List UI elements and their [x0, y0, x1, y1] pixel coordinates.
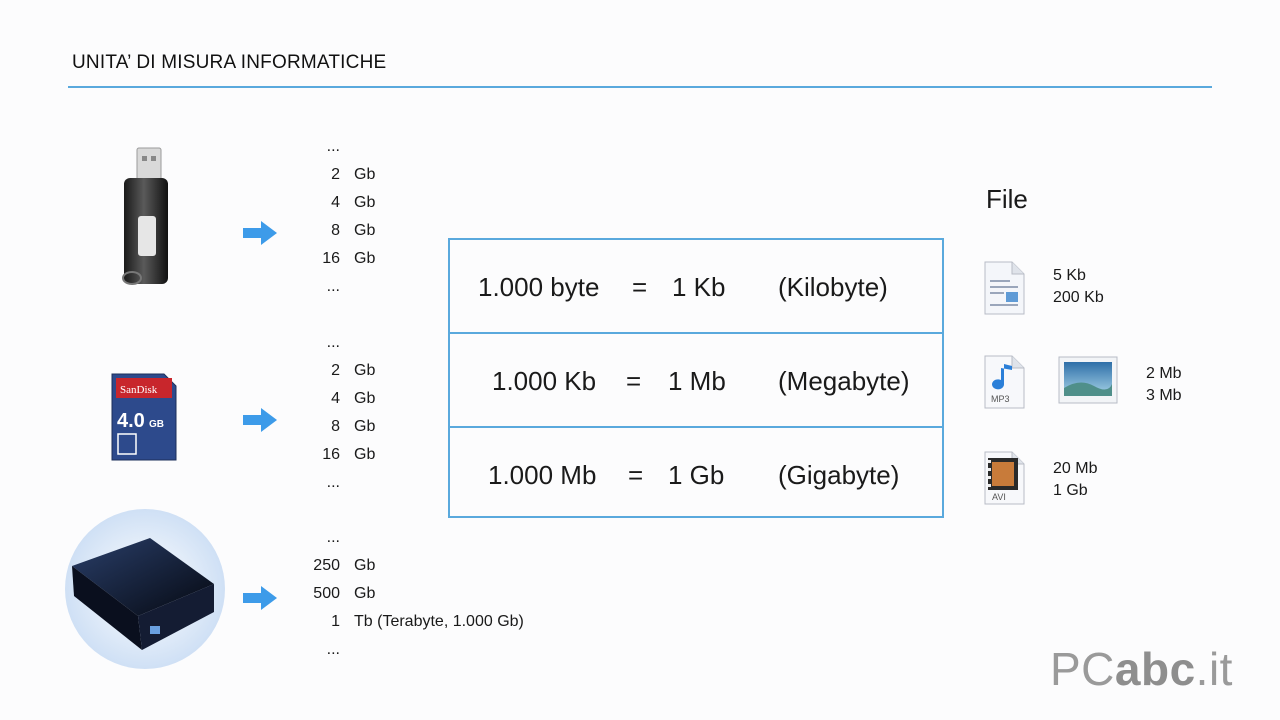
arrow-right-icon — [243, 408, 277, 432]
file-size: 2 Mb — [1146, 365, 1182, 382]
arrow-right-icon — [243, 586, 277, 610]
conversion-row — [450, 428, 942, 520]
list-item: 2 Gb — [331, 166, 376, 183]
image-file-icon — [1058, 356, 1120, 406]
conversion-right: 1 Gb — [668, 460, 725, 490]
conversion-unit-name: (Gigabyte) — [778, 460, 900, 490]
sd-capacity-unit: GB — [149, 419, 164, 430]
usb-drive-icon — [112, 144, 174, 294]
video-sizes — [1053, 458, 1097, 502]
sd-capacity: 4.0 — [117, 410, 145, 432]
conversion-equals: = — [626, 366, 642, 396]
file-size: 5 Kb — [1053, 267, 1086, 284]
list-item: 4 Gb — [331, 390, 376, 407]
list-item: 16 Gb — [322, 250, 376, 267]
list-item: 8 Gb — [331, 222, 376, 239]
file-size: 1 Gb — [1053, 482, 1088, 499]
conversion-unit-name: (Kilobyte) — [778, 272, 888, 302]
avi-label: AVI — [992, 492, 1006, 502]
pcabc-logo: PCabc.it — [1050, 643, 1233, 695]
list-item: ... — [326, 138, 340, 155]
sd-card-icon — [108, 372, 178, 462]
hdd-capacity-list — [292, 524, 552, 664]
hard-disk-icon — [64, 508, 226, 670]
conversion-left: 1.000 byte — [478, 272, 600, 302]
file-size: 20 Mb — [1053, 460, 1098, 477]
list-item: ... — [326, 334, 340, 351]
list-item: 500 Gb — [313, 585, 376, 602]
conversion-right: 1 Mb — [668, 366, 726, 396]
list-item: 1 Tb (Terabyte, 1.000 Gb) — [331, 613, 524, 630]
conversion-table — [448, 238, 944, 518]
list-item: 2 Gb — [331, 362, 376, 379]
conversion-equals: = — [628, 460, 644, 490]
mp3-label: MP3 — [991, 394, 1010, 404]
files-title: File — [986, 184, 1028, 214]
conversion-row — [450, 334, 942, 428]
conversion-row — [450, 240, 942, 334]
list-item: 4 Gb — [331, 194, 376, 211]
media-sizes — [1146, 363, 1182, 407]
conversion-right: 1 Kb — [672, 272, 726, 302]
list-item: ... — [326, 278, 340, 295]
conversion-left: 1.000 Mb — [488, 460, 597, 490]
list-item: ... — [326, 641, 340, 658]
conversion-left: 1.000 Kb — [492, 366, 597, 396]
list-item: 8 Gb — [331, 418, 376, 435]
header-divider — [68, 86, 1212, 88]
document-file-icon — [982, 260, 1026, 316]
sd-brand: SanDisk — [120, 384, 158, 396]
list-item: ... — [326, 474, 340, 491]
list-item: 16 Gb — [322, 446, 376, 463]
page-title: UNITA’ DI MISURA INFORMATICHE — [72, 52, 387, 73]
list-item: ... — [326, 529, 340, 546]
mp3-file-icon — [982, 354, 1026, 410]
list-item: 250 Gb — [313, 557, 376, 574]
file-size: 200 Kb — [1053, 289, 1104, 306]
avi-file-icon — [982, 450, 1026, 506]
conversion-equals: = — [632, 272, 648, 302]
document-sizes — [1053, 265, 1104, 309]
file-size: 3 Mb — [1146, 387, 1182, 404]
arrow-right-icon — [243, 221, 277, 245]
conversion-unit-name: (Megabyte) — [778, 366, 910, 396]
